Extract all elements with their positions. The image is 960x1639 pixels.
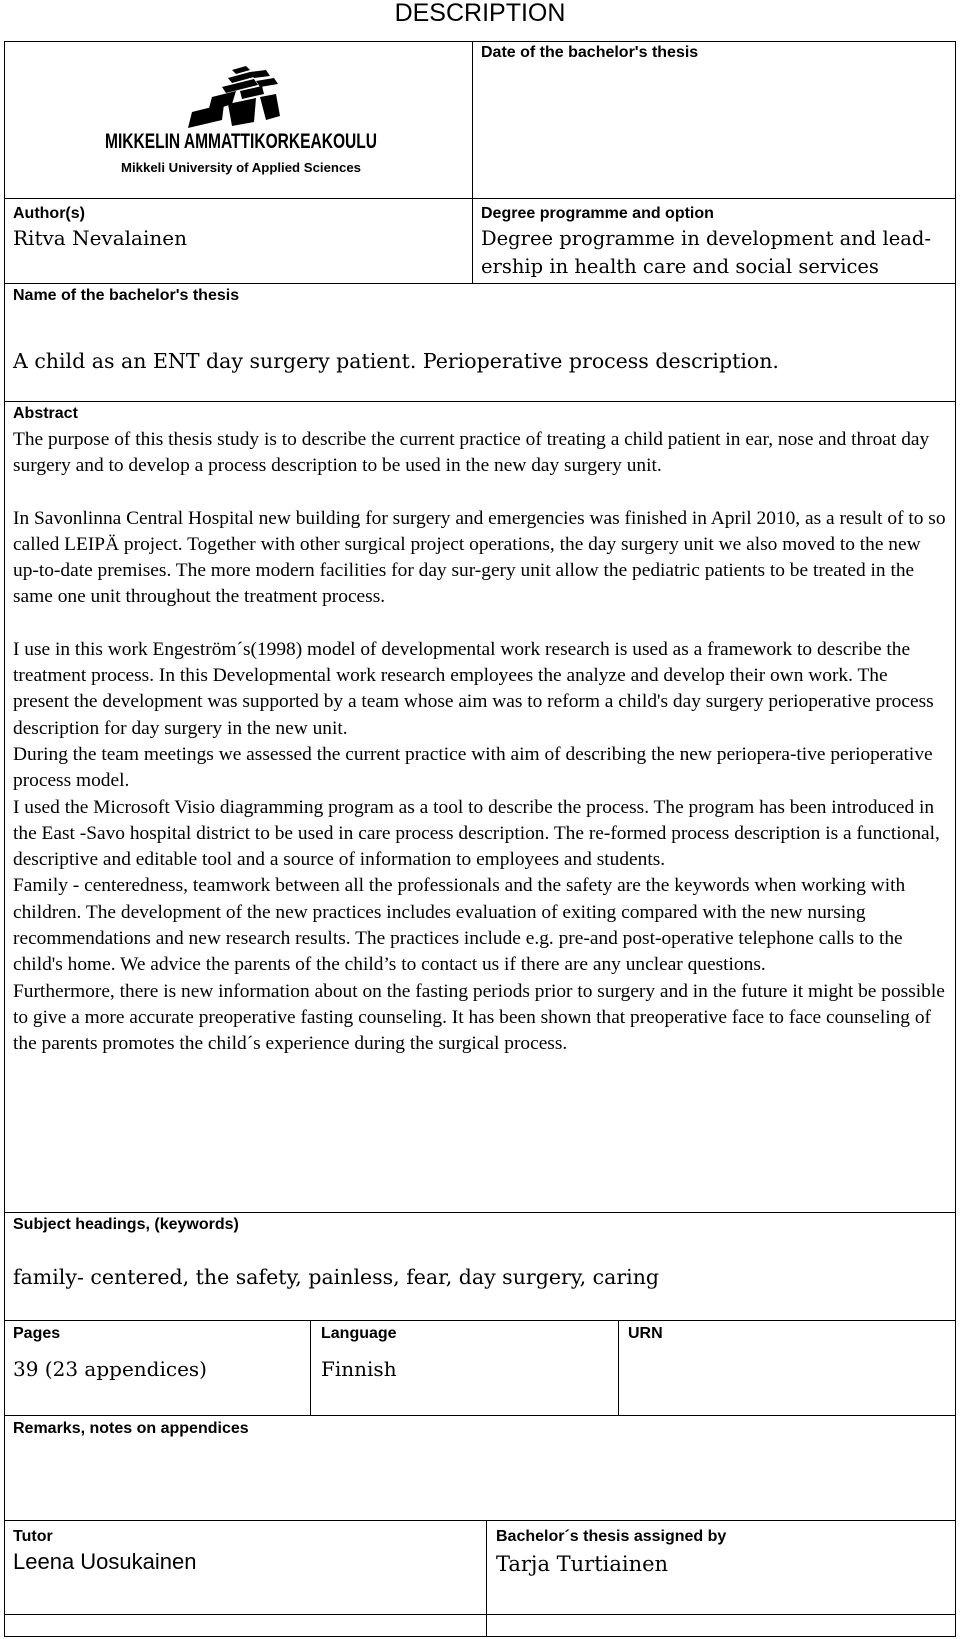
- language-label: Language: [321, 1325, 397, 1342]
- abstract-paragraph: In Savonlinna Central Hospital new building for surgery and emergencies was finished in April 2010, as a result of to so called LEIPÄ project. Together with other surgical project operations, the day surgery unit we also moved to the new up-to-date premises. The more modern facilities for day sur-gery unit allow the pediatric patients to be treated in the same one unit throughout the treatment process.: [13, 507, 946, 608]
- divider: [4, 198, 956, 199]
- remarks-label: Remarks, notes on appendices: [13, 1420, 249, 1437]
- divider: [4, 1212, 956, 1213]
- keywords-label: Subject headings, (keywords): [13, 1216, 239, 1233]
- logo-mark-icon: [104, 64, 379, 182]
- abstract-paragraph: I used the Microsoft Visio diagramming program as a tool to describe the process. The program has been introduced in the East -Savo hospital district to be used in care process description. The re-formed process description is a functional, descriptive and editable tool and a source of information to employees and students.: [13, 796, 940, 871]
- language-value: Finnish: [321, 1357, 397, 1381]
- abstract-label: Abstract: [13, 405, 78, 422]
- author-label: Author(s): [13, 205, 85, 222]
- pages-label: Pages: [13, 1325, 61, 1342]
- divider: [472, 41, 473, 283]
- assigned-by-label: Bachelor´s thesis assigned by: [496, 1528, 727, 1545]
- tutor-value: Leena Uosukainen: [13, 1549, 197, 1574]
- thesis-name-value: A child as an ENT day surgery patient. Perioperative process description.: [13, 349, 779, 373]
- divider: [4, 1520, 956, 1521]
- degree-line-1: Degree programme in development and lead-: [481, 227, 931, 250]
- author-value: Ritva Nevalainen: [13, 226, 187, 250]
- divider: [4, 1415, 956, 1416]
- degree-label: Degree programme and option: [481, 205, 714, 222]
- divider: [4, 1320, 956, 1321]
- pages-value: 39 (23 appendices): [13, 1357, 207, 1381]
- assigned-by-value: Tarja Turtiainen: [496, 1552, 669, 1576]
- abstract-paragraph: I use in this work Engeström´s(1998) model of developmental work research is used as a framework to describe the treatment process. In this Developmental work research employees the analyze and develop their own work. The present the development was supported by a team whose aim was to reform a child's day surgery perioperative process description for day surgery in the new unit.: [13, 638, 934, 739]
- tutor-label: Tutor: [13, 1528, 53, 1545]
- divider: [4, 401, 956, 402]
- university-logo: [104, 64, 379, 182]
- divider: [4, 1614, 956, 1615]
- divider: [4, 283, 956, 284]
- abstract-text: [13, 427, 948, 1058]
- divider: [486, 1520, 487, 1637]
- abstract-paragraph: Family - centeredness, teamwork between all the professionals and the safety are the keywords when working with children. The development of the new practices includes evaluation of exiting compared with the new nursing recommendations and new research results. The practices include e.g. pre-and post-operative telephone calls to the child's home. We advice the parents of the child’s to contact us if there are any unclear questions.: [13, 875, 906, 976]
- divider: [310, 1320, 311, 1415]
- divider: [618, 1320, 619, 1415]
- logo-subtitle: Mikkeli University of Applied Sciences: [121, 160, 361, 175]
- abstract-paragraph: The purpose of this thesis study is to describe the current practice of treating a child patient in ear, nose and throat day surgery and to develop a process description to be used in the new day surgery unit.: [13, 429, 930, 477]
- abstract-paragraph: During the team meetings we assessed the current practice with aim of describing the new periopera-tive perioperative process model.: [13, 743, 933, 792]
- abstract-paragraph: Furthermore, there is new information about on the fasting periods prior to surgery and in the future it might be possible to give a more accurate preoperative fasting counseling. It has been shown that preoperative face to face counseling of the parents promotes the child´s experience during the surgical process.: [13, 980, 945, 1055]
- keywords-value: family- centered, the safety, painless, fear, day surgery, caring: [13, 1265, 660, 1289]
- date-label: Date of the bachelor's thesis: [481, 44, 699, 61]
- logo-name: MIKKELIN AMMATTIKORKEAKOULU: [105, 130, 377, 153]
- urn-label: URN: [628, 1325, 663, 1342]
- degree-line-2: ership in health care and social services: [481, 255, 879, 278]
- thesis-name-label: Name of the bachelor's thesis: [13, 287, 240, 304]
- page-title: DESCRIPTION: [394, 0, 566, 27]
